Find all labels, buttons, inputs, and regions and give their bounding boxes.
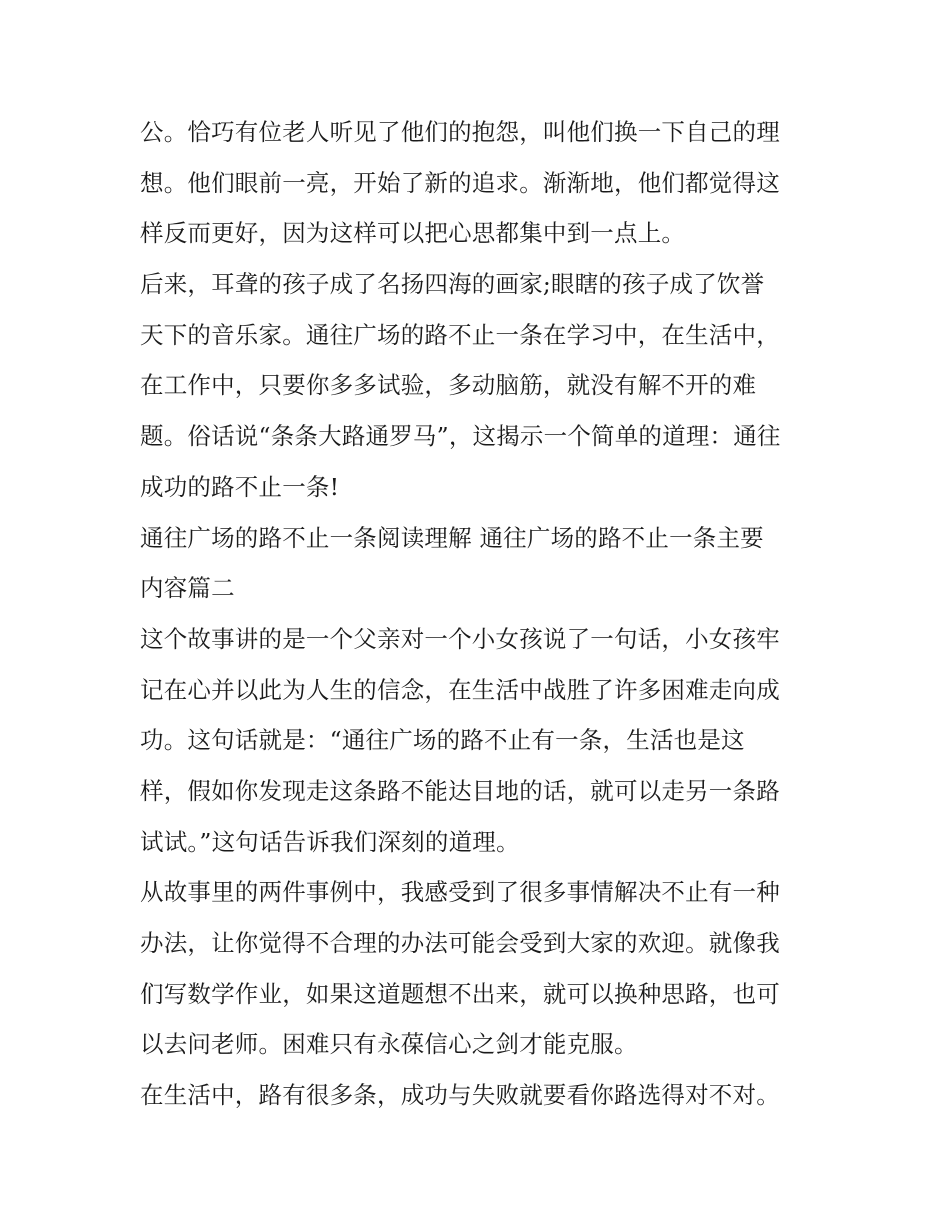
text-line: 们写数学作业，如果这道题想不出来，就可以换种思路，也可 — [140, 979, 780, 1008]
text-line: 试试。”这句话告诉我们深刻的道理。 — [140, 827, 520, 856]
text-line: 以去问老师。困难只有永葆信心之剑才能克服。 — [140, 1030, 638, 1059]
text-line: 在工作中，只要你多多试验，多动脑筋，就没有解不开的难 — [140, 371, 757, 400]
text-line: 从故事里的两件事例中，我感受到了很多事情解决不止有一种 — [140, 878, 780, 907]
text-line: 公。恰巧有位老人听见了他们的抱怨，叫他们换一下自己的理 — [140, 118, 780, 146]
section-heading-line: 内容篇二 — [140, 574, 235, 603]
text-line: 样，假如你发现走这条路不能达目地的话，就可以走另一条路 — [140, 776, 780, 805]
text-line: 天下的音乐家。通往广场的路不止一条在学习中，在生活中， — [140, 320, 780, 349]
text-line: 在生活中，路有很多条，成功与失败就要看你路选得对不对。 — [140, 1081, 780, 1110]
text-line: 功。这句话就是：“通往广场的路不止有一条，生活也是这 — [140, 726, 745, 755]
text-line: 题。俗话说“条条大路通罗马”，这揭示一个简单的道理：通往 — [140, 422, 781, 451]
section-heading-line: 通往广场的路不止一条阅读理解 通往广场的路不止一条主要 — [140, 523, 764, 552]
text-line: 想。他们眼前一亮，开始了新的追求。渐渐地，他们都觉得这 — [140, 168, 780, 197]
text-line: 后来，耳聋的孩子成了名扬四海的画家;眼瞎的孩子成了饮誉 — [140, 270, 765, 299]
text-line: 记在心并以此为人生的信念，在生活中战胜了许多困难走向成 — [140, 675, 780, 704]
document-body — [140, 107, 820, 1121]
text-line: 办法，让你觉得不合理的办法可能会受到大家的欢迎。就像我 — [140, 929, 780, 957]
text-line: 这个故事讲的是一个父亲对一个小女孩说了一句话，小女孩牢 — [140, 624, 780, 653]
text-line: 成功的路不止一条! — [140, 472, 340, 501]
text-line: 样反而更好，因为这样可以把心思都集中到一点上。 — [140, 219, 686, 248]
